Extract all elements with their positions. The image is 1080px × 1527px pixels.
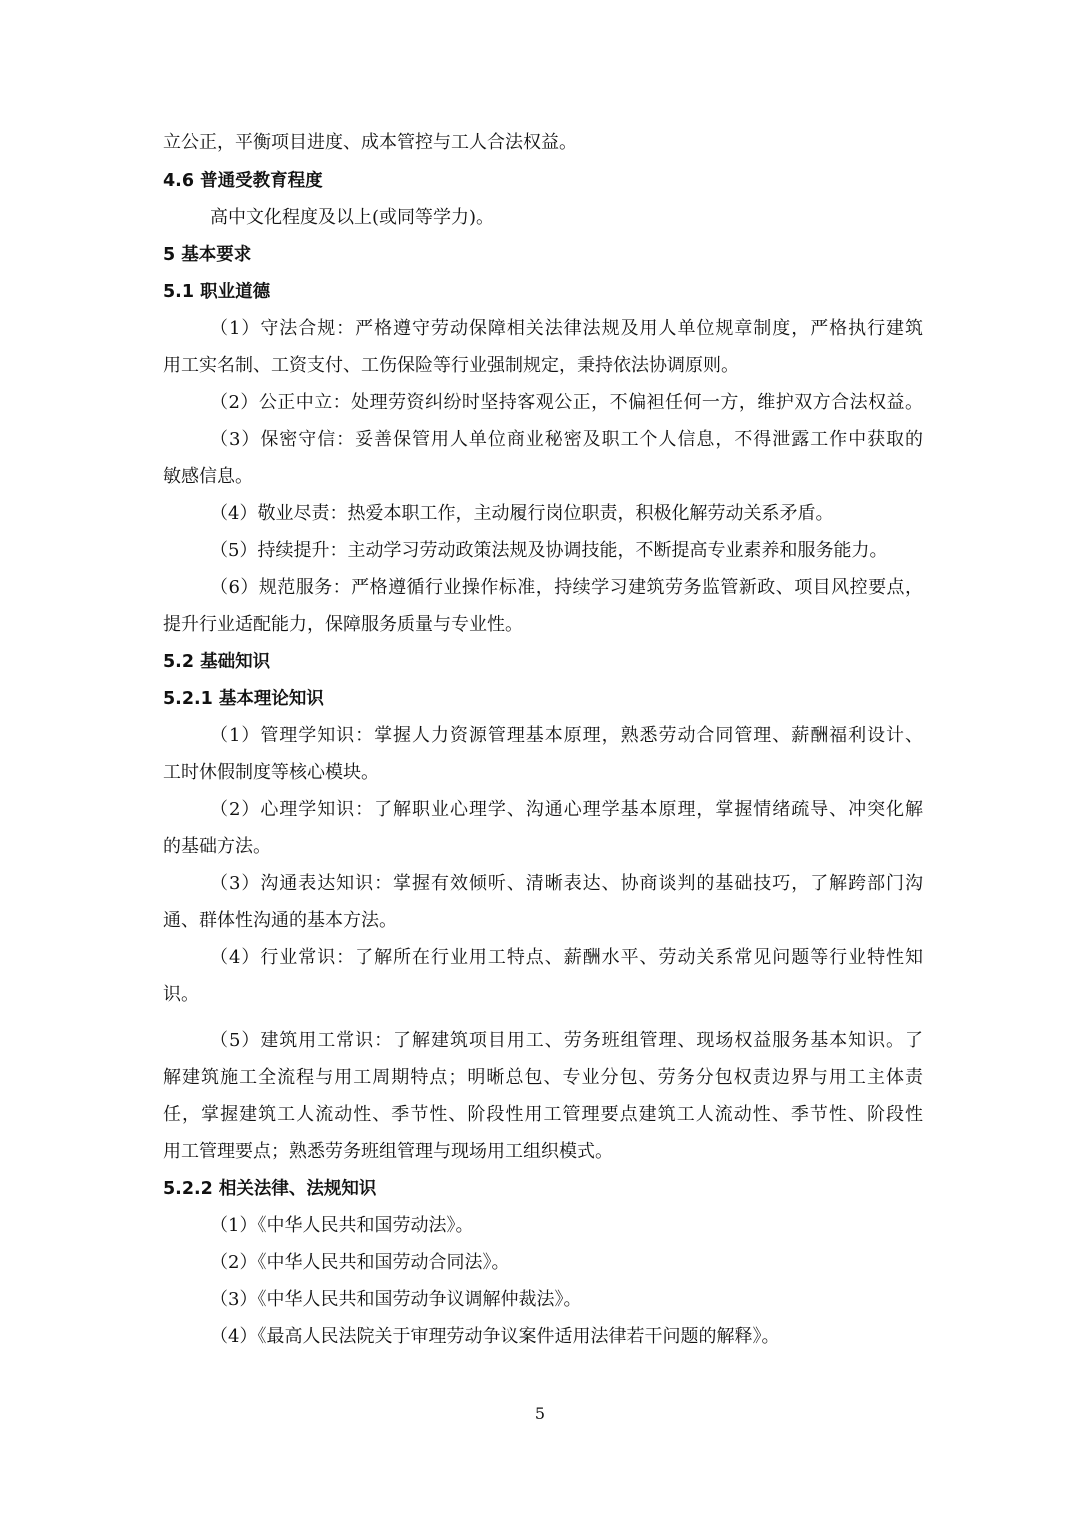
section-heading: 5.2.1 基本理论知识 [163, 689, 324, 709]
paragraph-line: 用工实名制、工资支付、工伤保险等行业强制规定，秉持依法协调原则。 [163, 355, 739, 376]
paragraph-line: （6）规范服务：严格遵循行业操作标准，持续学习建筑劳务监管新政、项目风控要点， [210, 577, 923, 598]
paragraph-line: （4）行业常识：了解所在行业用工特点、薪酬水平、劳动关系常见问题等行业特性知 [210, 947, 923, 968]
paragraph-line: 立公正，平衡项目进度、成本管控与工人合法权益。 [163, 132, 577, 153]
paragraph-line: （2）公正中立：处理劳资纠纷时坚持客观公正，不偏袒任何一方，维护双方合法权益。 [210, 392, 923, 413]
list-item: （2）《中华人民共和国劳动合同法》。 [210, 1252, 510, 1273]
section-heading: 5 基本要求 [163, 245, 252, 265]
section-heading: 5.1 职业道德 [163, 282, 271, 302]
section-heading: 5.2.2 相关法律、法规知识 [163, 1179, 377, 1199]
paragraph-line: 解建筑施工全流程与用工周期特点；明晰总包、专业分包、劳务分包权责边界与用工主体责 [163, 1067, 923, 1088]
paragraph-line: 任，掌握建筑工人流动性、季节性、阶段性用工管理要点建筑工人流动性、季节性、阶段性 [163, 1104, 923, 1125]
paragraph-line: （5）建筑用工常识：了解建筑项目用工、劳务班组管理、现场权益服务基本知识。了 [210, 1030, 923, 1051]
paragraph-line: （4）敬业尽责：热爱本职工作，主动履行岗位职责，积极化解劳动关系矛盾。 [210, 503, 834, 524]
paragraph-line: 高中文化程度及以上(或同等学力)。 [210, 207, 495, 228]
paragraph-line: （5）持续提升：主动学习劳动政策法规及协调技能，不断提高专业素养和服务能力。 [210, 540, 888, 561]
paragraph-line: 工时休假制度等核心模块。 [163, 762, 379, 783]
paragraph-line: 通、群体性沟通的基本方法。 [163, 910, 397, 931]
paragraph-line: （3）沟通表达知识：掌握有效倾听、清晰表达、协商谈判的基础技巧，了解跨部门沟 [210, 873, 923, 894]
list-item: （1）《中华人民共和国劳动法》。 [210, 1215, 474, 1236]
paragraph-line: （2）心理学知识：了解职业心理学、沟通心理学基本原理，掌握情绪疏导、冲突化解 [210, 799, 923, 820]
paragraph-line: （1）守法合规：严格遵守劳动保障相关法律法规及用人单位规章制度，严格执行建筑 [210, 318, 923, 339]
page-number: 5 [534, 1404, 546, 1423]
paragraph-line: 用工管理要点；熟悉劳务班组管理与现场用工组织模式。 [163, 1141, 613, 1162]
paragraph-line: （3）保密守信：妥善保管用人单位商业秘密及职工个人信息，不得泄露工作中获取的 [210, 429, 923, 450]
paragraph-line: 识。 [163, 984, 199, 1005]
list-item: （3）《中华人民共和国劳动争议调解仲裁法》。 [210, 1289, 582, 1310]
paragraph-line: 提升行业适配能力，保障服务质量与专业性。 [163, 614, 523, 635]
paragraph-line: 敏感信息。 [163, 466, 253, 487]
list-item: （4）《最高人民法院关于审理劳动争议案件适用法律若干问题的解释》。 [210, 1326, 780, 1347]
section-heading: 4.6 普通受教育程度 [163, 171, 323, 191]
paragraph-line: （1）管理学知识：掌握人力资源管理基本原理，熟悉劳动合同管理、薪酬福利设计、 [210, 725, 923, 746]
paragraph-line: 的基础方法。 [163, 836, 271, 857]
section-heading: 5.2 基础知识 [163, 652, 271, 672]
